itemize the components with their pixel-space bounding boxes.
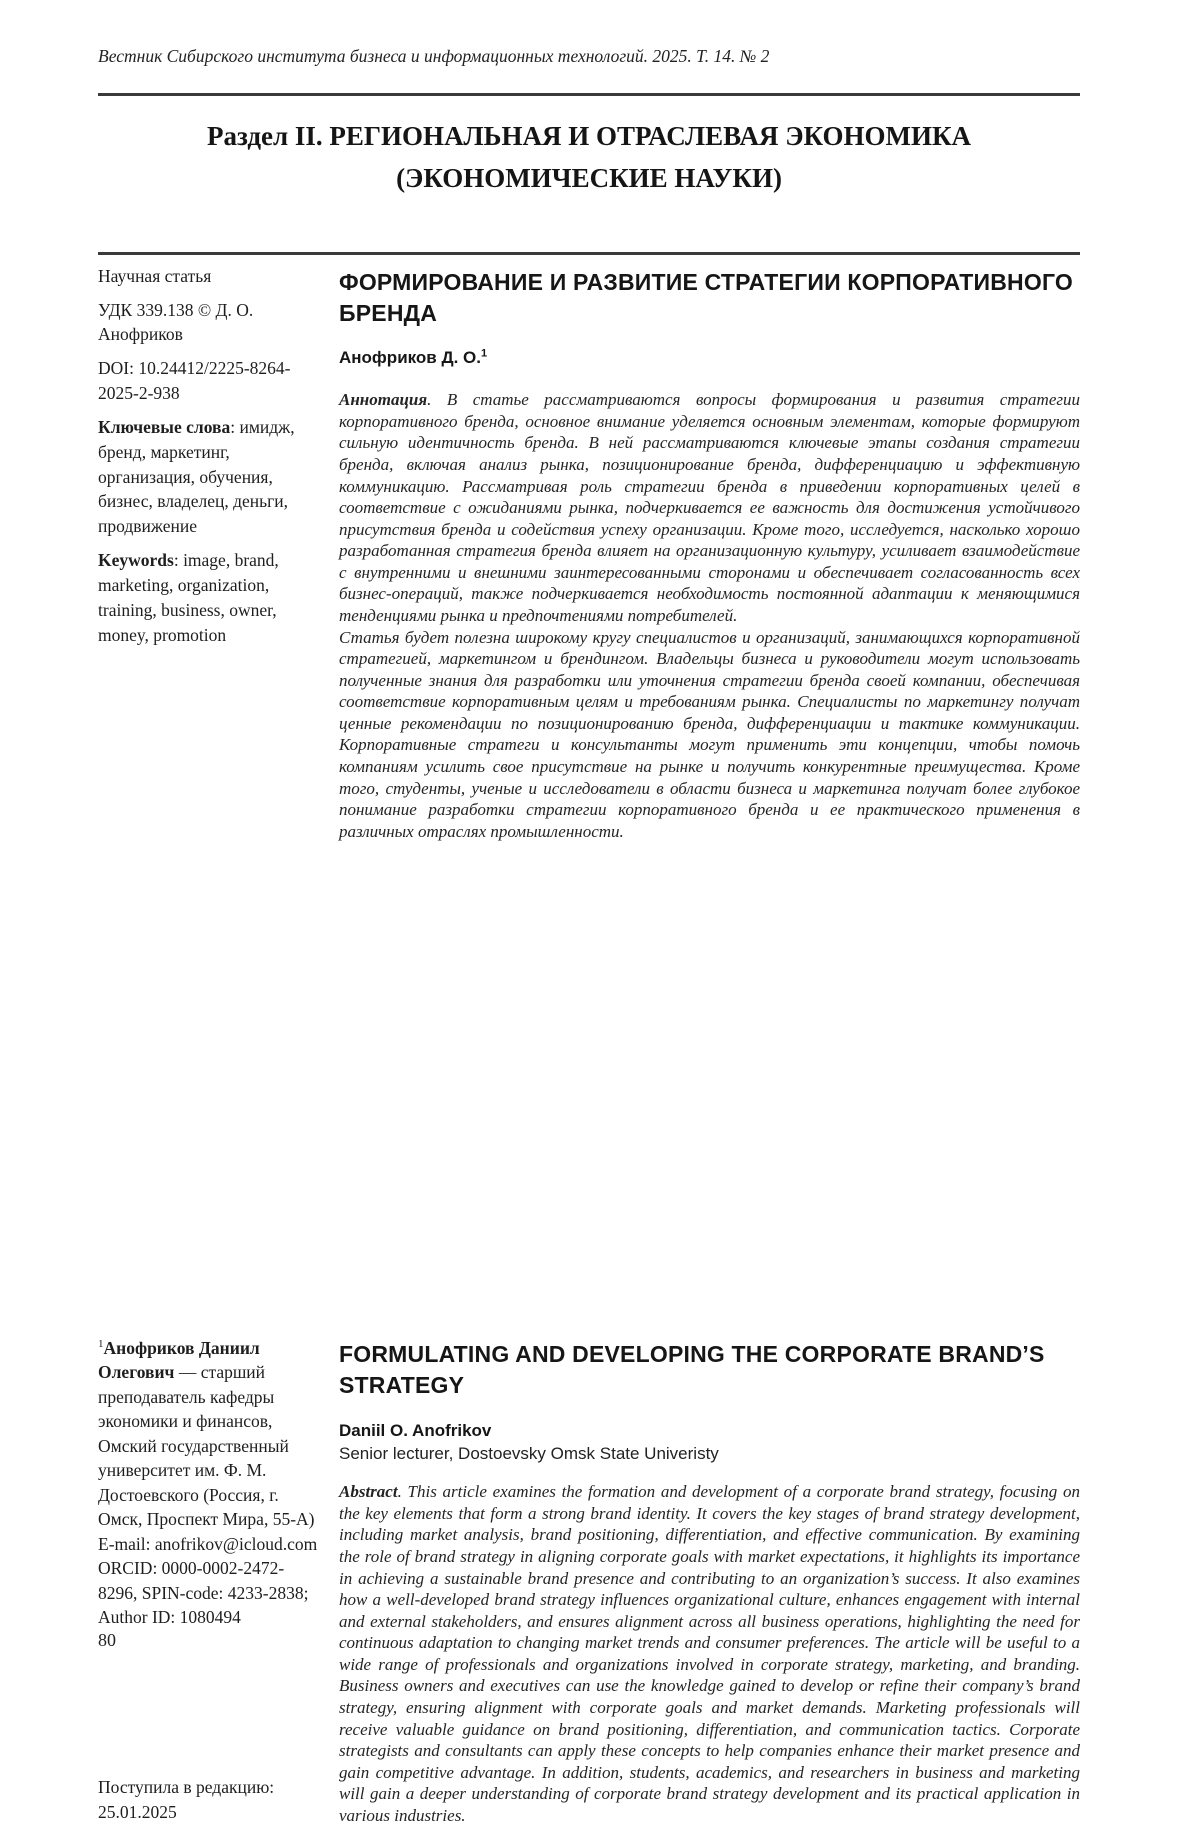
- received-date: 25.01.2025: [98, 1801, 177, 1822]
- abstract-ru-text-1: . В статье рассматриваются вопросы формирования и развития стратегии корпоративного бренда, основное внимание уделяется основным элементам, которые формируют сильную идентичность бренда. В ней рассматриваются ключевые этапы создания стратегии бренда, включая анализ рынка, позиционирование бренда, дифференциацию и эффективную коммуникацию. Рассматривая роль стратегии бренда в приведении корпоративных целей в соответствие с ожиданиями рынка, подчеркивается ее важность для достижения устойчивого присутствия бренда и содействия успеху организации. Кроме того, исследуется, насколько хорошо разработанная стратегия бренда влияет на организационную культуру, усиливает взаимодействие с внутренними и внешними заинтересованными сторонами и обеспечивает согласованность всех бизнес-операций, также подчеркивается необходимость постоянной адаптации к меняющимися тенденциями рынка и предпочтениями потребителей.: [339, 390, 1080, 625]
- author-ru-footnote-marker: 1: [481, 347, 488, 360]
- abstract-en: [339, 1481, 1080, 1826]
- article-english-row: [98, 1336, 1080, 1826]
- article-en-column: [339, 1336, 1080, 1826]
- page-number: 80: [98, 1630, 116, 1650]
- article-meta-column: [98, 264, 320, 657]
- author-ru-name: Анофриков Д. О.: [339, 348, 481, 368]
- author-ru: [339, 348, 1080, 368]
- running-head: Вестник Сибирского института бизнеса и информационных технологий. 2025. Т. 14. № 2: [98, 46, 770, 66]
- article-title-ru: ФОРМИРОВАНИЕ И РАЗВИТИЕ СТРАТЕГИИ КОРПОРАТИВНОГО БРЕНДА: [339, 268, 1073, 326]
- keywords-ru: [98, 415, 320, 539]
- keywords-ru-label: Ключевые слова: [98, 416, 231, 437]
- article-header-row: [98, 264, 1080, 1084]
- section-heading-line1: Раздел II. РЕГИОНАЛЬНАЯ И ОТРАСЛЕВАЯ ЭКОНОМИКА: [206, 121, 972, 151]
- author-footnote: [98, 1336, 320, 1630]
- footnote-affiliation-text: — старший преподаватель кафедры экономики и финансов, Омский государственный университет им. Ф. М. Достоевского (Россия, г. Омск, Проспект Мира, 55-А): [98, 1362, 315, 1530]
- affiliation-en: Senior lecturer, Dostoevsky Omsk State Univeristy: [339, 1444, 719, 1464]
- abstract-ru: [339, 389, 1080, 842]
- author-footnote-column: [98, 1336, 320, 1826]
- doi: DOI: 10.24412/2225-8264-2025-2-938: [98, 358, 291, 404]
- keywords-en: [98, 548, 320, 647]
- abstract-ru-label: Аннотация: [339, 390, 428, 410]
- footnote-email: E-mail: anofrikov@icloud.com: [98, 1533, 318, 1554]
- footnote-ids: ORCID: 0000-0002-2472-8296, SPIN-code: 4233-2838; Author ID: 1080494: [98, 1558, 309, 1628]
- abstract-en-text: . This article examines the formation and development of a corporate brand strategy, focusing on the key elements that form a strong brand identity. It covers the key stages of brand strategy development, including market analysis, brand positioning, differentiation, and effective communication. By examining the role of brand strategy in aligning corporate goals with market expectations, it highlights its importance in achieving a sustainable brand presence and contributing to an organization’s success. It also examines how a well-developed brand strategy influences organizational culture, enhances engagement with internal and external stakeholders, and ensures alignment across all business operations, highlighting the need for continuous adaptation to changing market trends and consumer preferences. The article will be useful to a wide range of professionals and organizations involved in corporate strategy, marketing, and branding. Business owners and executives can use the knowledge gained to develop or refine their company’s brand strategy, ensuring alignment with corporate goals and market demands. Marketing professionals will receive valuable guidance on brand positioning, differentiation, and communication tactics. Corporate strategists and consultants can apply these concepts to help companies enhance their market presence and gain competitive advantage. In addition, students, academics, and researchers in business and marketing will gain a deeper understanding of corporate brand strategy development and its practical application in various industries.: [339, 1482, 1080, 1825]
- abstract-ru-paragraph-2: Статья будет полезна широкому кругу специалистов и организаций, занимающихся корпоративной стратегией, маркетингом и брендингом. Владельцы бизнеса и руководители могут использовать полученные знания для разработки или уточнения стратегии бренда своей компании, обеспечивая соответствие корпоративным целям и требованиям рынка. Специалисты по маркетингу получат ценные рекомендации по позиционированию бренда, дифференциации и тактике коммуникации. Корпоративные стратеги и консультанты могут применить эти концепции, чтобы помочь компаниям усилить свое присутствие на рынке и получить конкурентные преимущества. Кроме того, студенты, ученые и исследователи в области бизнеса и маркетинга получат более глубокое понимание разработки стратегии корпоративного бренда и ее практического применения в различных отраслях промышленности.: [339, 627, 1080, 841]
- author-en: Daniil O. Anofrikov: [339, 1421, 492, 1441]
- abstract-ru-paragraph-1: [339, 389, 1080, 626]
- header-rule: [98, 93, 1080, 96]
- abstract-en-paragraph: [339, 1481, 1080, 1826]
- section-heading-line2: (ЭКОНОМИЧЕСКИЕ НАУКИ): [396, 162, 782, 193]
- keywords-ru-list: : имидж, бренд, маркетинг, организация, обучения, бизнес, владелец, деньги, продвижение: [98, 416, 295, 537]
- footnote-affiliation: [98, 1336, 320, 1532]
- received-label: Поступила в редакцию:: [98, 1777, 275, 1798]
- keywords-en-label: Keywords: [98, 550, 174, 571]
- columns-top-rule: [98, 252, 1080, 255]
- keywords-en-list: : image, brand, marketing, organization, training, business, owner, money, promotion: [98, 550, 279, 645]
- footnote-author-name: Анофриков Даниил Олегович: [98, 1337, 260, 1383]
- received-block: [98, 1775, 320, 1826]
- section-heading: [98, 116, 1080, 200]
- article-title-en: FORMULATING AND DEVELOPING THE CORPORATE BRAND’S STRATEGY: [339, 1340, 1045, 1398]
- article-ru-column: [339, 264, 1080, 843]
- udc-copyright: УДК 339.138 © Д. О. Анофриков: [98, 299, 254, 345]
- abstract-en-label: Abstract: [339, 1482, 398, 1502]
- article-type: Научная статья: [98, 265, 212, 286]
- footnote-marker: 1: [98, 1337, 104, 1350]
